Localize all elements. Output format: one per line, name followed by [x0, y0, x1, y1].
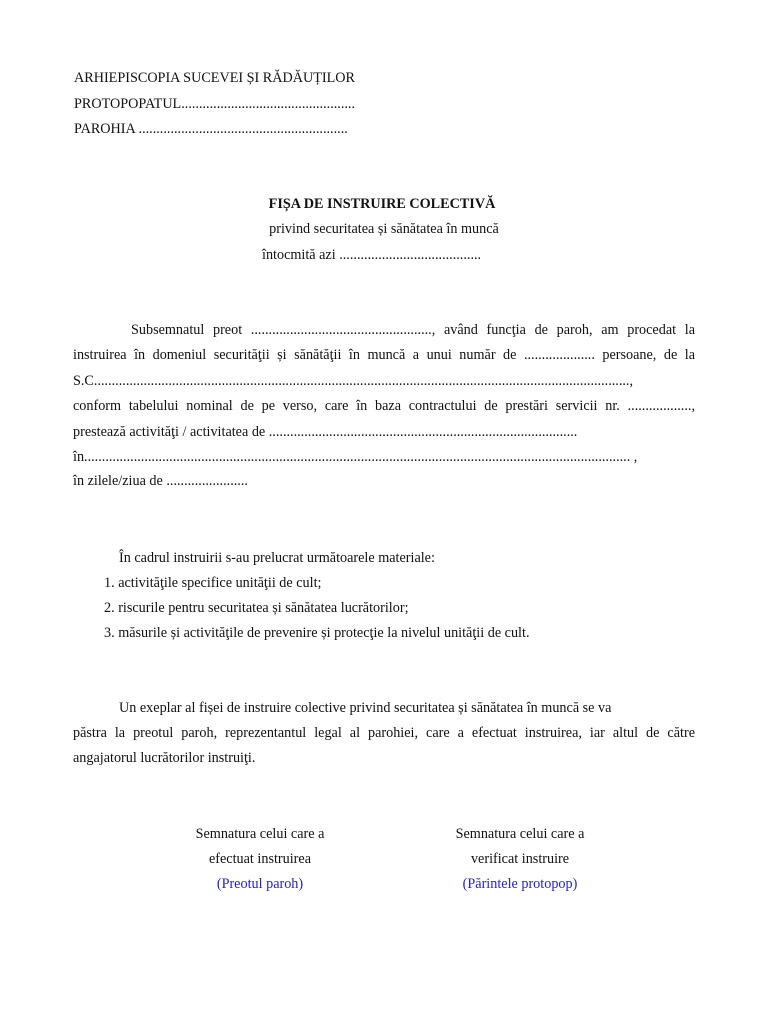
list-item: 3. măsurile și activităţile de prevenire și protecţie la nivelul unităţii de cult. [104, 625, 530, 641]
paragraph1-line3: S.C......................................................................................................................................................., [73, 373, 634, 389]
drafted-date-field: întocmită azi ........................................ [262, 247, 482, 263]
paragraph2-line2-text: păstra la preotul paroh, reprezentantul legal al parohiei, care a efectuat instruirea, iar altul de către [73, 725, 695, 741]
paragraph2-line2 [73, 724, 695, 742]
list-item: 2. riscurile pentru securitatea și sănătatea lucrătorilor; [104, 600, 409, 616]
signature-right-line1: Semnatura celui care a [455, 826, 585, 842]
signature-left [170, 825, 350, 893]
signature-right-role: (Părintele protopop) [462, 876, 578, 892]
document-subtitle: privind securitatea și sănătatea în muncă [269, 221, 499, 237]
paragraph1-line2-text: instruirea în domeniul securităţii și sănătăţii în muncă a unui număr de .................... persoane, de la [73, 347, 695, 363]
protopopiate-field: PROTOPOPATUL................................................. [74, 96, 356, 112]
paragraph1-line1 [131, 321, 695, 339]
signature-right-line2: verificat instruire [470, 851, 570, 867]
paragraph1-line4 [73, 397, 695, 415]
paragraph1-line7: în zilele/ziua de ....................... [73, 473, 248, 489]
paragraph1-line1-text: Subsemnatul preot ..................................................., având funcţia de paroh, am procedat la [131, 322, 695, 338]
list-item: 1. activităţile specifice unităţii de cult; [104, 575, 322, 591]
paragraph1-line5: prestează activităţi / activitatea de ....................................................................................... [73, 424, 578, 440]
parish-field: PAROHIA ........................................................... [74, 121, 348, 137]
signature-left-line2: efectuat instruirea [208, 851, 311, 867]
signature-left-role: (Preotul paroh) [216, 876, 304, 892]
paragraph1-line4-text: conform tabelului nominal de pe verso, care în baza contractului de prestări servicii nr. .................., [73, 398, 695, 414]
archdiocese-heading: ARHIEPISCOPIA SUCEVEI ȘI RĂDĂUȚILOR [74, 70, 356, 86]
paragraph1-line6: în.......................................................................................................................................................... , [73, 449, 638, 465]
paragraph2-line1: Un exeplar al fișei de instruire colective privind securitatea și sănătatea în muncă se va [119, 700, 612, 716]
document-title: FIȘA DE INSTRUIRE COLECTIVĂ [268, 196, 496, 212]
paragraph1-line2 [73, 346, 695, 364]
materials-intro: În cadrul instruirii s-au prelucrat următoarele materiale: [119, 550, 435, 566]
signature-right [430, 825, 610, 893]
paragraph2-line3: angajatorul lucrătorilor instruiţi. [73, 750, 256, 766]
signature-left-line1: Semnatura celui care a [195, 826, 325, 842]
